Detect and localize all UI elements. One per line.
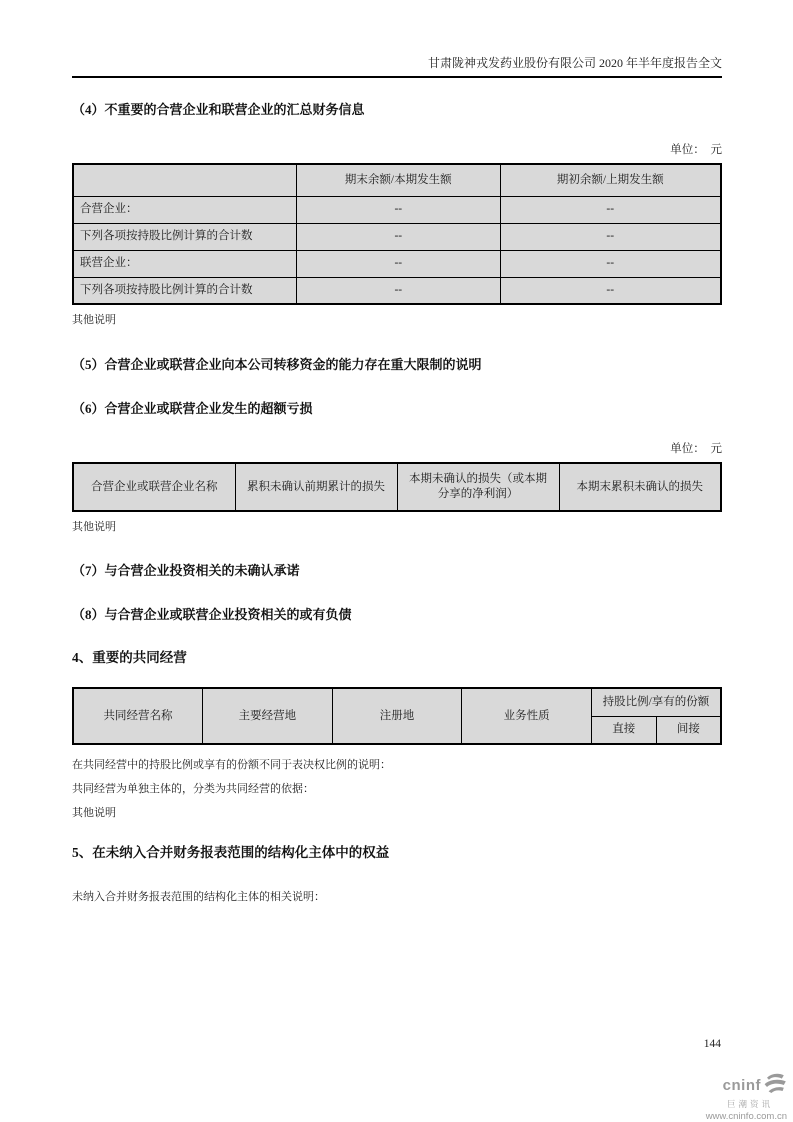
unit-label-1: 单位： 元 <box>670 144 722 156</box>
table-header-cell <box>73 164 297 196</box>
report-header: 甘肃陇神戎发药业股份有限公司 2020 年半年度报告全文 <box>72 0 722 78</box>
table-header-cell: 共同经营名称 <box>73 688 203 744</box>
table-cell: -- <box>297 277 500 304</box>
table-header-row <box>73 463 721 511</box>
table-cell: -- <box>500 196 721 223</box>
table-header-cell: 累积未确认前期累计的损失 <box>235 463 397 511</box>
table-cell: -- <box>500 277 721 304</box>
table-header-cell: 本期未确认的损失（或本期分享的净利润） <box>397 463 559 511</box>
cninfo-url: www.cninfo.com.cn <box>705 1110 787 1122</box>
section-heading-8: （8）与合营企业或联营企业投资相关的或有负债 <box>72 607 352 622</box>
excess-losses-table <box>72 462 722 512</box>
summary-financials-table <box>72 163 722 305</box>
table-header-cell: 本期末累积未确认的损失 <box>559 463 721 511</box>
table-header-row <box>73 164 721 196</box>
unit-label-2: 单位： 元 <box>670 443 722 455</box>
section-heading-joint-operations: 4、重要的共同经营 <box>72 650 187 665</box>
cninfo-logo-text: cninf <box>722 1076 761 1094</box>
cninfo-logo-icon <box>763 1072 787 1098</box>
table-header-cell: 期初余额/上期发生额 <box>500 164 721 196</box>
section-heading-6: （6）合营企业或联营企业发生的超额亏损 <box>72 401 313 416</box>
other-note: 其他说明 <box>72 314 116 326</box>
table-row <box>73 277 721 304</box>
section-heading-5: （5）合营企业或联营企业向本公司转移资金的能力存在重大限制的说明 <box>72 357 482 372</box>
table-header-cell-group: 持股比例/享有的份额 <box>591 688 721 716</box>
table-header-cell: 注册地 <box>332 688 462 744</box>
joint-operations-table <box>72 687 722 745</box>
joint-operation-note-2: 共同经营为单独主体的，分类为共同经营的依据： <box>72 783 314 795</box>
table-header-row <box>73 688 721 716</box>
table-cell: 合营企业： <box>73 196 297 223</box>
table-cell: -- <box>500 223 721 250</box>
section-heading-7: （7）与合营企业投资相关的未确认承诺 <box>72 563 300 578</box>
table-header-cell: 直接 <box>591 716 656 744</box>
structured-entities-note: 未纳入合并财务报表范围的结构化主体的相关说明： <box>72 891 325 903</box>
table-cell: -- <box>297 250 500 277</box>
table-row <box>73 250 721 277</box>
table-cell: 下列各项按持股比例计算的合计数 <box>73 277 297 304</box>
cninfo-cn-name: 巨潮资讯 <box>726 1099 773 1109</box>
cninfo-logo <box>677 1072 787 1121</box>
table-header-cell: 合营企业或联营企业名称 <box>73 463 235 511</box>
other-note: 其他说明 <box>72 807 116 819</box>
table-cell: -- <box>297 223 500 250</box>
table-cell: -- <box>500 250 721 277</box>
table-header-cell: 间接 <box>656 716 721 744</box>
table-cell: 下列各项按持股比例计算的合计数 <box>73 223 297 250</box>
section-heading-structured-entities: 5、在未纳入合并财务报表范围的结构化主体中的权益 <box>72 845 390 860</box>
other-note: 其他说明 <box>72 521 116 533</box>
table-row <box>73 223 721 250</box>
table-cell: 联营企业： <box>73 250 297 277</box>
page-number: 144 <box>703 1038 721 1050</box>
table-header-cell: 主要经营地 <box>203 688 333 744</box>
table-row <box>73 196 721 223</box>
table-header-cell: 业务性质 <box>462 688 592 744</box>
table-cell: -- <box>297 196 500 223</box>
joint-operation-note-1: 在共同经营中的持股比例或享有的份额不同于表决权比例的说明： <box>72 759 391 771</box>
section-heading-4: （4）不重要的合营企业和联营企业的汇总财务信息 <box>72 102 365 117</box>
table-header-cell: 期末余额/本期发生额 <box>297 164 500 196</box>
